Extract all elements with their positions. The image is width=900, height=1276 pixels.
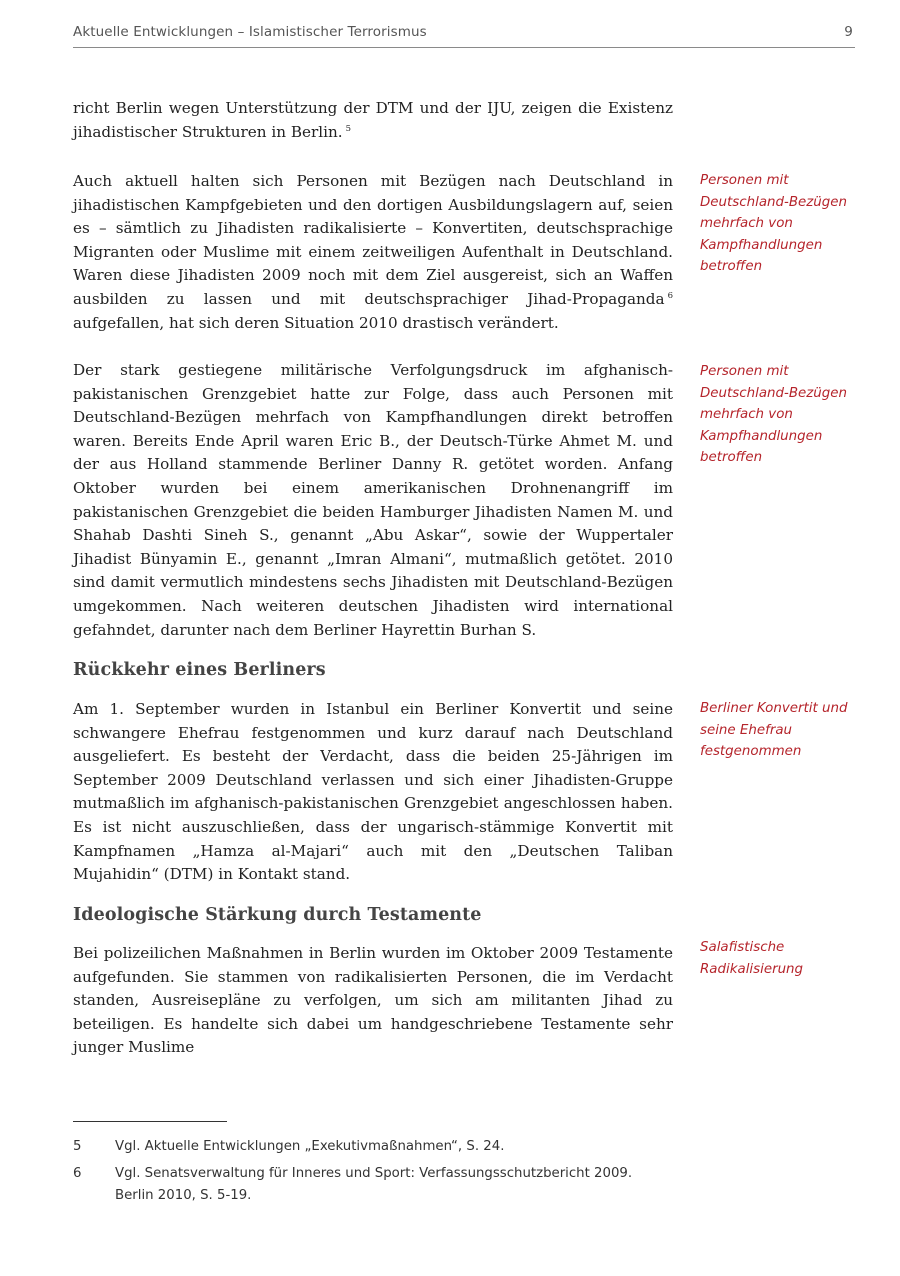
running-header-title: Aktuelle Entwicklungen – Islamistischer Terrorismus [73, 24, 427, 40]
paragraph-5: Bei polizeilichen Maßnahmen in Berlin wurden im Oktober 2009 Testamente aufgefunden. Sie stammen von radikalisierten Personen, die im Verdacht standen, Ausreisepläne zu verfolgen, um sich am militanten Jihad zu beteiligen. Es handelte sich dabei um handgeschriebene Testamente sehr junger Muslime [73, 944, 673, 1057]
paragraph-1 [73, 97, 673, 144]
margin-note-3: Berliner Konvertit und seine Ehefrau festgenommen [700, 701, 848, 759]
margin-note-4: Salafistische Radikalisierung [700, 940, 804, 977]
paragraph-1-text: richt Berlin wegen Unterstützung der DTM und der IJU, zeigen die Existenz jihadistischer Strukturen in Berlin. [73, 99, 673, 141]
margin-note-1: Personen mit Deutschland-Bezügen mehrfach von Kampfhandlungen betroffen [700, 173, 848, 274]
footnote-ref-6[interactable]: 6 [667, 290, 673, 301]
footnote-text: Vgl. Aktuelle Entwicklungen „Exekutivmaßnahmen“, S. 24. [115, 1139, 505, 1154]
running-header [73, 24, 855, 46]
footnote-ref-5[interactable]: 5 [345, 123, 352, 134]
footnote-divider [73, 1121, 227, 1122]
section-heading-rueckkehr: Rückkehr eines Berliners [73, 660, 326, 680]
page-number: 9 [844, 24, 853, 40]
paragraph-2 [73, 170, 673, 335]
margin-note-2: Personen mit Deutschland-Bezügen mehrfach von Kampfhandlungen betroffen [700, 364, 848, 465]
footnote-6 [73, 1163, 673, 1206]
footnote-number: 6 [73, 1166, 82, 1181]
section-heading-testamente: Ideologische Stärkung durch Testamente [73, 905, 482, 925]
footnote-5 [73, 1136, 673, 1158]
paragraph-4: Am 1. September wurden in Istanbul ein Berliner Konvertit und seine schwangere Ehefrau festgenommen und kurz darauf nach Deutschland ausgeliefert. Es besteht der Verdacht, dass die beiden 25-Jährigen im September 2009 Deutschland verlassen und sich einer Jihadisten-Gruppe mutmaßlich im afghanisch-pakistanischen Grenzgebiet angeschlossen haben. Es ist nicht auszuschließen, dass der ungarisch-stämmige Konvertit mit Kampfnamen „Hamza al-Majari“ auch mit den „Deutschen Taliban Mujahidin“ (DTM) in Kontakt stand. [73, 700, 673, 884]
paragraph-2-text-a: Auch aktuell halten sich Personen mit Bezügen nach Deutschland in jihadistischen Kampfgebieten und den dortigen Ausbildungslagern auf, seien es – sämtlich zu Jihadisten radikalisierte – Konvertiten, deutschsprachige Migranten oder Muslime mit einem zeitweiligen Aufenthalt in Deutschland. Waren diese Jihadisten 2009 noch mit dem Ziel ausgereist, sich an Waffen ausbilden zu lassen und mit deutschsprachiger Jihad-Propaganda [73, 172, 673, 308]
header-divider [73, 47, 855, 48]
paragraph-2-text-b: aufgefallen, hat sich deren Situation 2010 drastisch verändert. [73, 313, 559, 332]
paragraph-3: Der stark gestiegene militärische Verfolgungsdruck im afghanisch-pakistanischen Grenzgebiet hatte zur Folge, dass auch Personen mit Deutschland-Bezügen mehrfach von Kampfhandlungen direkt betroffen waren. Bereits Ende April waren Eric B., der Deutsch-Türke Ahmet M. und der aus Holland stammende Berliner Danny R. getötet worden. Anfang Oktober wurden bei einem amerikanischen Drohnenangriff im pakistanischen Grenzgebiet die beiden Hamburger Jihadisten Namen M. und Shahab Dashti Sineh S., genannt „Abu Askar“, sowie der Wuppertaler Jihadist Bünyamin E., genannt „Imran Almani“, mutmaßlich getötet. 2010 sind damit vermutlich mindestens sechs Jihadisten mit Deutschland-Bezügen umgekommen. Nach weiteren deutschen Jihadisten wird international gefahndet, darunter nach dem Berliner Hayrettin Burhan S. [73, 361, 673, 639]
footnote-text: Vgl. Senatsverwaltung für Inneres und Sport: Verfassungsschutzbericht 2009. Berlin 2010, S. 5-19. [115, 1166, 633, 1203]
footnote-number: 5 [73, 1139, 82, 1154]
